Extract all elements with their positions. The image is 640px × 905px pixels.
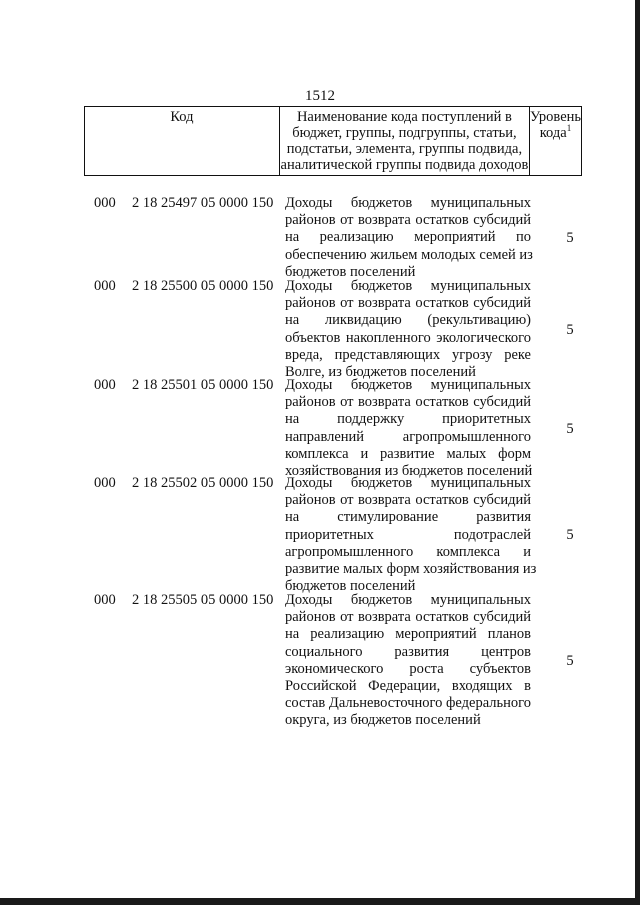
revenue-code: 2 18 25502 05 0000 150 (132, 475, 274, 491)
table-row (0, 377, 640, 480)
table-row (0, 592, 640, 730)
revenue-code: 2 18 25500 05 0000 150 (132, 278, 274, 294)
revenue-code: 2 18 25497 05 0000 150 (132, 195, 274, 211)
description-line: на стимулирование развития (285, 509, 531, 526)
description-line: Доходы бюджетов муниципальных (285, 377, 531, 393)
header-name (280, 107, 530, 175)
revenue-code: 2 18 25505 05 0000 150 (132, 592, 274, 608)
table-header (84, 106, 582, 176)
revenue-code: 2 18 25501 05 0000 150 (132, 377, 274, 393)
header-level-label: кода (539, 125, 567, 141)
description-line: Доходы бюджетов муниципальных (285, 278, 531, 294)
table-row (0, 475, 640, 595)
description-line: приоритетных подотраслей (285, 526, 531, 543)
description-line: округа, из бюджетов поселений (285, 712, 481, 729)
description-line: экономического роста субъектов (285, 660, 531, 677)
header-level-line: Уровень (529, 109, 581, 125)
description-line: на реализацию мероприятий по (285, 229, 531, 246)
admin-code: 000 (94, 195, 116, 211)
revenue-description (285, 278, 531, 381)
description-line: на поддержку приоритетных (285, 411, 531, 428)
code-level: 5 (566, 652, 574, 669)
admin-code: 000 (94, 278, 116, 294)
table-row (0, 195, 640, 281)
admin-code: 000 (94, 475, 116, 491)
code-level: 5 (566, 420, 574, 437)
description-line: Волге, из бюджетов поселений (285, 363, 476, 380)
description-line: районов от возврата остатков субсидий (285, 394, 531, 411)
description-line: развитие малых форм хозяйствования из (285, 560, 537, 577)
description-line: районов от возврата остатков субсидий (285, 295, 531, 312)
header-name-line: бюджет, группы, подгруппы, статьи, (292, 125, 517, 141)
revenue-description (285, 195, 531, 281)
description-line: объектов накопленного экологического (285, 329, 531, 346)
header-name-line: подстатьи, элемента, группы подвида, (286, 141, 523, 157)
table-row (0, 278, 640, 381)
header-level-line (530, 125, 581, 141)
code-level: 5 (566, 230, 574, 246)
header-name-line: Наименование кода поступлений в (296, 109, 512, 125)
description-line: на реализацию мероприятий планов (285, 626, 531, 643)
header-level (530, 107, 581, 175)
header-name-line: аналитической группы подвида доходов (280, 157, 529, 173)
description-line: состав Дальневосточного федерального (285, 695, 531, 712)
page-number: 1512 (305, 88, 335, 104)
code-level: 5 (566, 321, 574, 338)
description-line: Доходы бюджетов муниципальных (285, 475, 531, 491)
admin-code: 000 (94, 377, 116, 393)
code-level: 5 (566, 527, 574, 544)
description-line: комплекса и развитие малых форм (285, 445, 531, 462)
description-line: направлений агропромышленного (285, 428, 531, 445)
description-line: бюджетов поселений (285, 263, 416, 280)
description-line: обеспечению жильем молодых семей из (285, 246, 533, 263)
scan-edge-bottom (0, 898, 640, 905)
description-line: вреда, представляющих угрозу реке (285, 346, 531, 363)
description-line: агропромышленного комплекса и (285, 543, 531, 560)
description-line: хозяйствования из бюджетов поселений (285, 462, 533, 479)
description-line: Российской Федерации, входящих в (285, 677, 531, 694)
admin-code: 000 (94, 592, 116, 608)
revenue-description (285, 592, 531, 730)
description-line: районов от возврата остатков субсидий (285, 492, 531, 509)
description-line: на ликвидацию (рекультивацию) (285, 312, 531, 329)
description-line: районов от возврата остатков субсидий (285, 212, 531, 229)
description-line: социального развития центров (285, 643, 531, 660)
description-line: районов от возврата остатков субсидий (285, 609, 531, 626)
revenue-description (285, 475, 537, 595)
header-level-footnote: 1 (566, 123, 572, 134)
description-line: бюджетов поселений (285, 578, 416, 595)
description-line: Доходы бюджетов муниципальных (285, 195, 531, 211)
revenue-description (285, 377, 531, 480)
header-code: Код (85, 107, 280, 175)
description-line: Доходы бюджетов муниципальных (285, 592, 531, 608)
